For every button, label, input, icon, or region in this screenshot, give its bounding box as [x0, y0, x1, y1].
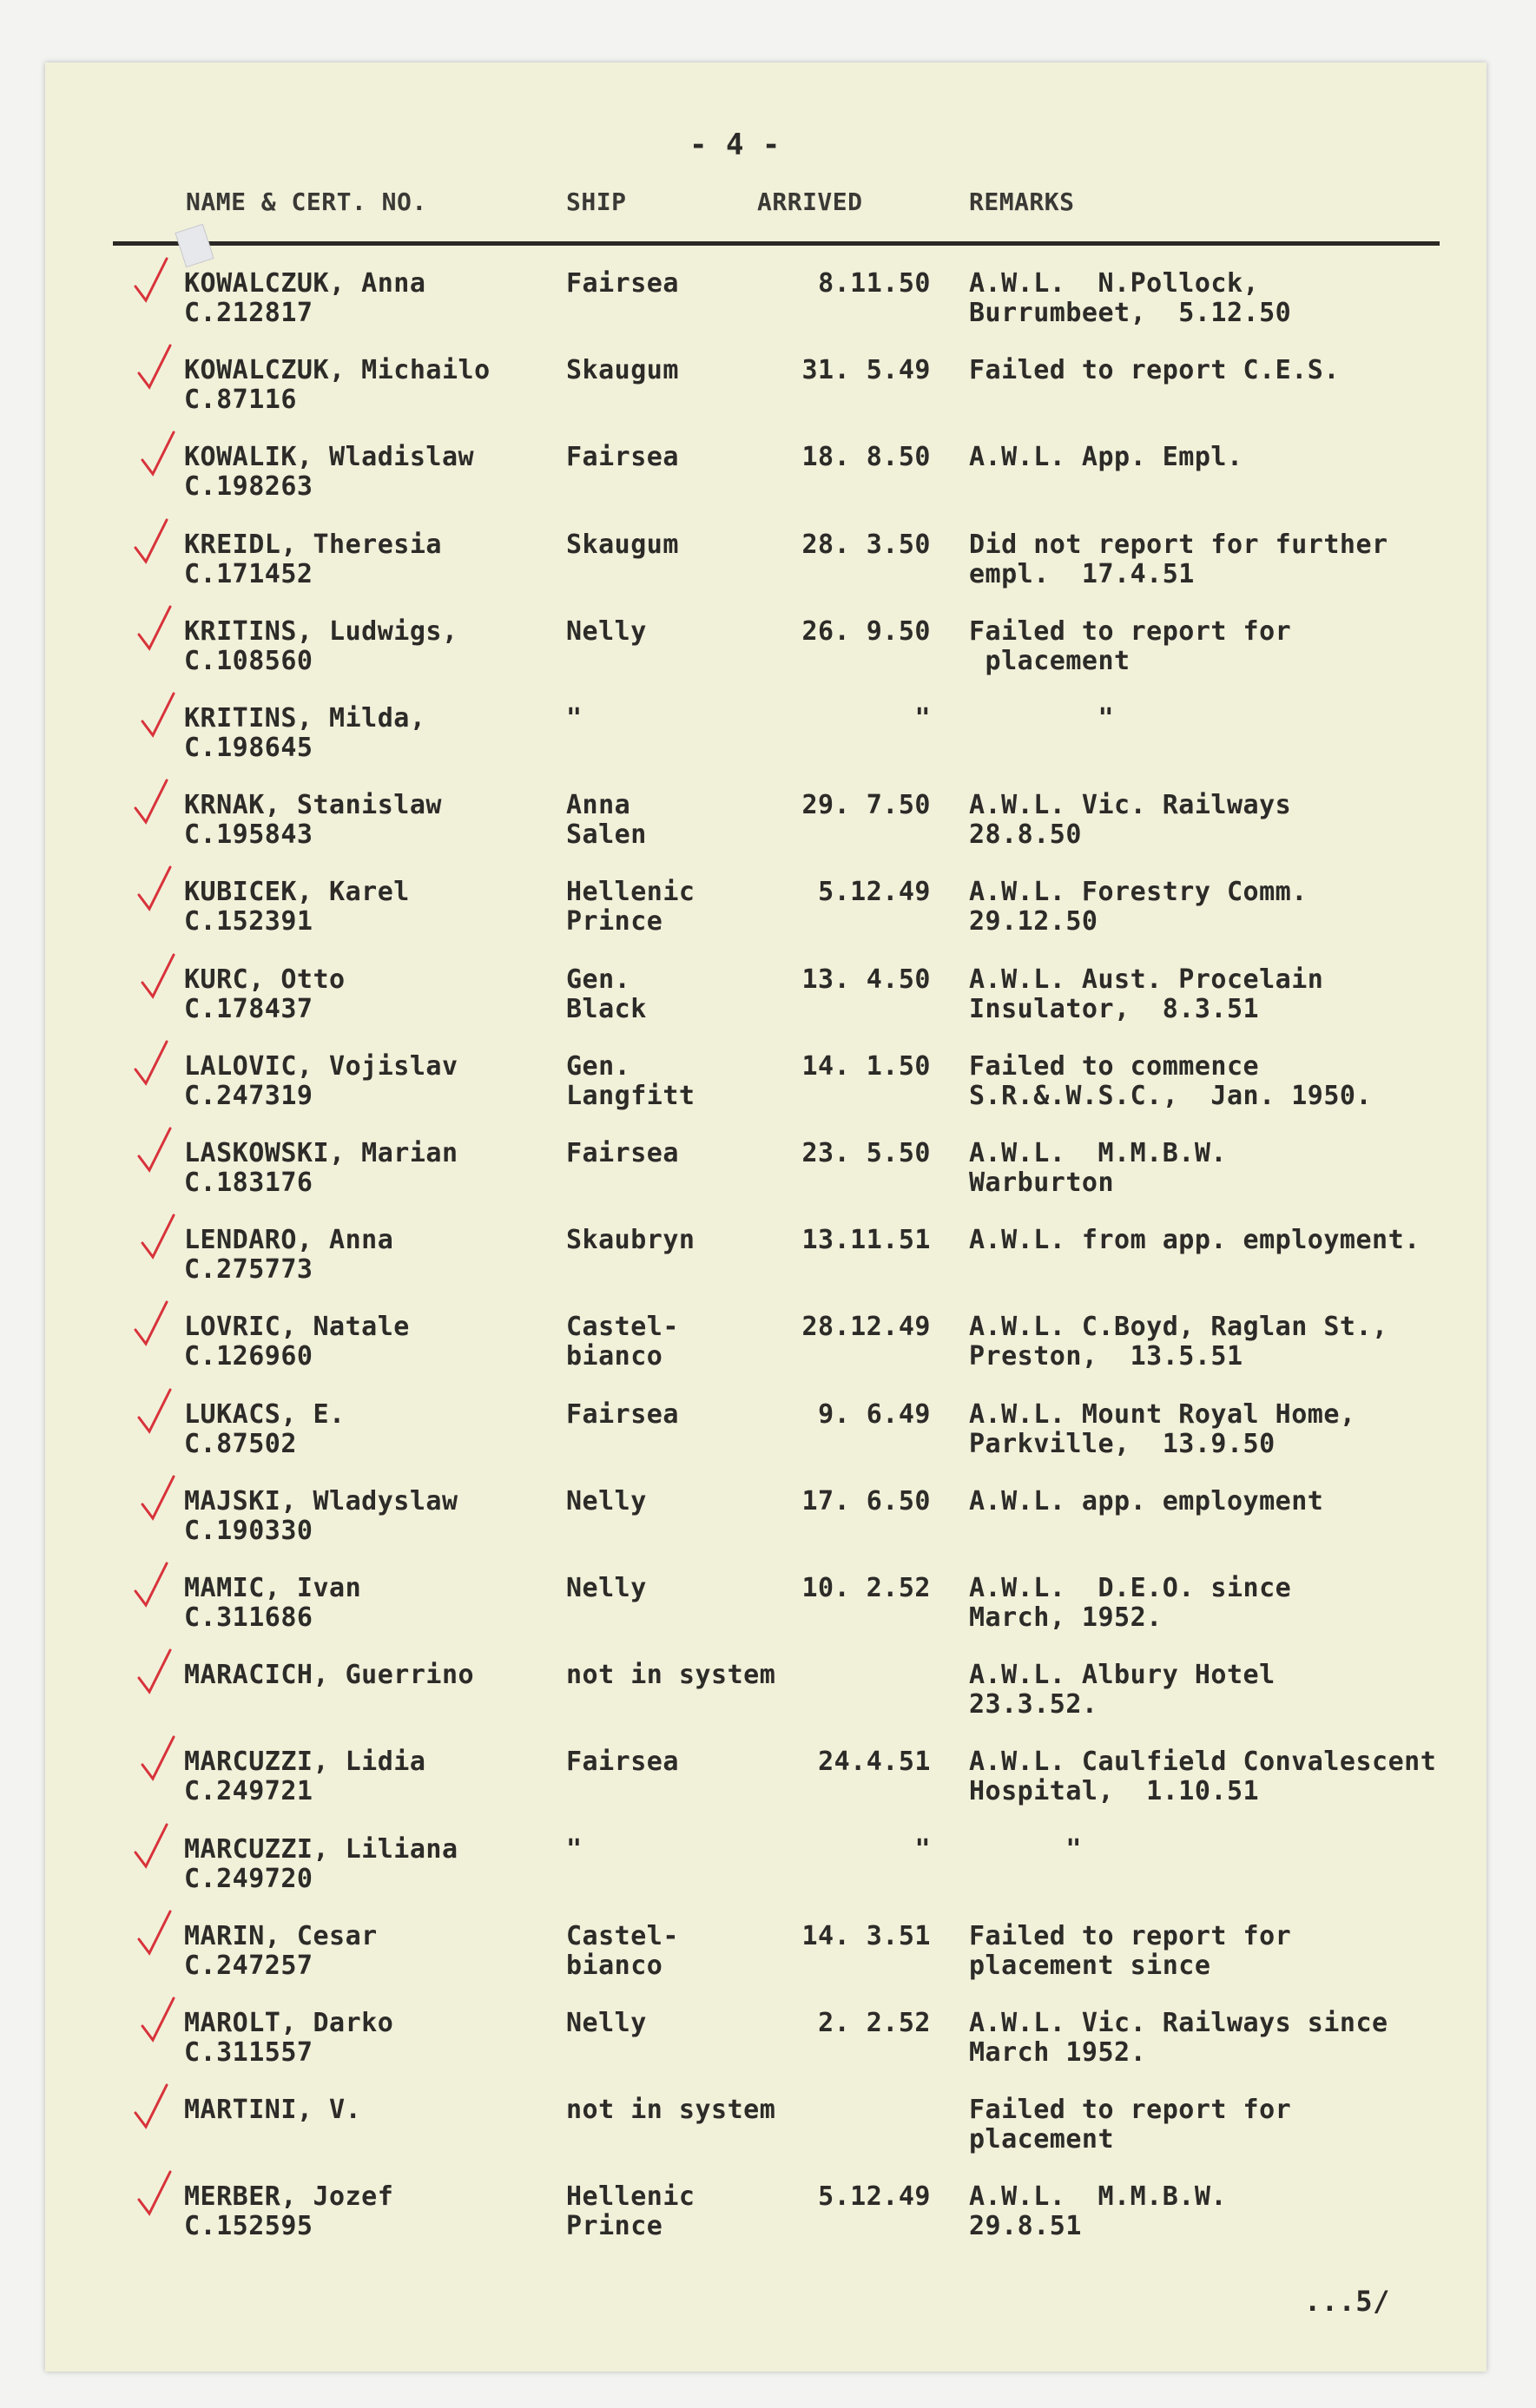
ship-name: not in system [566, 2095, 776, 2125]
person-name: MERBER, Jozef [184, 2181, 394, 2212]
remark-line: A.W.L. D.E.O. since [969, 1573, 1292, 1603]
ship-name: not in system [566, 1660, 776, 1690]
certificate-number: C.247257 [184, 1951, 313, 1981]
remark-line: Insulator, 8.3.51 [969, 994, 1260, 1024]
arrival-date: 26. 9.50 [801, 616, 931, 647]
table-row [45, 1574, 1487, 1661]
ship-name: Anna [566, 790, 631, 820]
ship-name: Nelly [566, 616, 647, 647]
remark-line: " [969, 1834, 1082, 1865]
table-row [45, 2182, 1487, 2269]
table-row [45, 530, 1487, 617]
certificate-number: C.152391 [184, 906, 313, 937]
person-name: MARTINI, V. [184, 2095, 362, 2125]
table-row [45, 704, 1487, 791]
remark-line: A.W.L. C.Boyd, Raglan St., [969, 1312, 1388, 1342]
ship-name: Gen. [566, 964, 631, 995]
arrival-date: 28. 3.50 [801, 530, 931, 560]
remark-line: Failed to commence [969, 1051, 1260, 1082]
check-mark-icon [139, 692, 182, 744]
remark-line: A.W.L. Caulfield Convalescent [969, 1747, 1437, 1777]
remark-line: 29.12.50 [969, 906, 1098, 937]
remark-line: A.W.L. N.Pollock, [969, 268, 1260, 299]
certificate-number: C.178437 [184, 994, 313, 1024]
remark-line: A.W.L. Mount Royal Home, [969, 1399, 1356, 1430]
ship-name: Hellenic [566, 877, 695, 907]
table-row [45, 1052, 1487, 1139]
person-name: MARACICH, Guerrino [184, 1660, 475, 1690]
arrival-date: 9. 6.49 [818, 1399, 931, 1430]
check-mark-icon [139, 1214, 182, 1266]
certificate-number: C.249720 [184, 1864, 313, 1894]
certificate-number: C.87502 [184, 1429, 297, 1459]
check-mark-icon [139, 1735, 182, 1787]
remark-line: 29.8.51 [969, 2211, 1082, 2241]
table-row [45, 1922, 1487, 2009]
ship-name: Nelly [566, 2008, 647, 2038]
continuation-mark: ...5/ [1304, 2285, 1390, 2318]
table-row [45, 1661, 1487, 1747]
person-name: KOWALCZUK, Anna [184, 268, 426, 299]
ship-name: Fairsea [566, 1399, 679, 1430]
ship-name: bianco [566, 1951, 663, 1981]
table-row [45, 1313, 1487, 1399]
person-name: LENDARO, Anna [184, 1225, 394, 1255]
person-name: LALOVIC, Vojislav [184, 1051, 458, 1082]
arrival-date: 28.12.49 [801, 1312, 931, 1342]
person-name: KUBICEK, Karel [184, 877, 410, 907]
person-name: MAMIC, Ivan [184, 1573, 362, 1603]
arrival-date: 18. 8.50 [801, 442, 931, 472]
remark-line: A.W.L. Aust. Procelain [969, 964, 1324, 995]
check-mark-icon [135, 605, 179, 657]
ship-name: " [566, 1834, 583, 1865]
remark-line: " [969, 703, 1115, 734]
arrival-date: 29. 7.50 [801, 790, 931, 820]
person-name: KRITINS, Milda, [184, 703, 426, 734]
table-row [45, 1747, 1487, 1834]
remark-line: Burrumbeet, 5.12.50 [969, 298, 1292, 328]
remark-line: Failed to report for [969, 1921, 1292, 1951]
arrival-date: 14. 1.50 [801, 1051, 931, 1082]
remark-line: Hospital, 1.10.51 [969, 1776, 1260, 1806]
table-row [45, 1835, 1487, 1922]
person-name: MARCUZZI, Lidia [184, 1747, 426, 1777]
ship-name: Skaugum [566, 355, 679, 385]
check-mark-icon [135, 344, 179, 396]
certificate-number: C.249721 [184, 1776, 313, 1806]
ship-name: Prince [566, 2211, 663, 2241]
person-name: LOVRIC, Natale [184, 1312, 410, 1342]
table-row [45, 269, 1487, 356]
certificate-number: C.108560 [184, 646, 313, 676]
certificate-number: C.275773 [184, 1254, 313, 1285]
remark-line: A.W.L. Vic. Railways since [969, 2008, 1388, 2038]
ship-name: Castel- [566, 1921, 679, 1951]
table-row [45, 617, 1487, 704]
arrival-date: 8.11.50 [818, 268, 931, 299]
table-row [45, 2009, 1487, 2095]
page-number: - 4 - [689, 128, 781, 162]
remark-line: A.W.L. App. Empl. [969, 442, 1243, 472]
arrival-date: " [914, 703, 931, 734]
remark-line: March, 1952. [969, 1602, 1163, 1633]
check-mark-icon [139, 1997, 182, 2049]
arrival-date: 5.12.49 [818, 877, 931, 907]
certificate-number: C.190330 [184, 1516, 313, 1546]
ship-name: Fairsea [566, 1138, 679, 1168]
remark-line: placement since [969, 1951, 1211, 1981]
person-name: KRITINS, Ludwigs, [184, 616, 458, 647]
ship-name: Salen [566, 819, 647, 850]
header-ship: SHIP [566, 188, 627, 216]
table-row [45, 1400, 1487, 1487]
remark-line: A.W.L. app. employment [969, 1486, 1324, 1517]
table-row [45, 791, 1487, 878]
ship-name: Langfitt [566, 1081, 695, 1111]
header-name-cert: NAME & CERT. NO. [186, 188, 427, 216]
remark-line: S.R.&.W.S.C., Jan. 1950. [969, 1081, 1373, 1111]
check-mark-icon [135, 1388, 179, 1440]
table-row [45, 878, 1487, 964]
person-name: KRNAK, Stanislaw [184, 790, 442, 820]
ship-name: bianco [566, 1341, 663, 1372]
person-name: MAROLT, Darko [184, 2008, 394, 2038]
arrival-date: 24.4.51 [818, 1747, 931, 1777]
ship-name: Nelly [566, 1573, 647, 1603]
header-arrived: ARRIVED [757, 188, 863, 216]
arrival-date: 13.11.51 [801, 1225, 931, 1255]
arrival-date: 2. 2.52 [818, 2008, 931, 2038]
table-row [45, 1139, 1487, 1226]
remark-line: Failed to report for [969, 2095, 1292, 2125]
person-name: LASKOWSKI, Marian [184, 1138, 458, 1168]
check-mark-icon [132, 779, 175, 831]
certificate-number: C.311557 [184, 2037, 313, 2068]
certificate-number: C.212817 [184, 298, 313, 328]
arrival-date: 17. 6.50 [801, 1486, 931, 1517]
check-mark-icon [132, 2083, 175, 2135]
check-mark-icon [139, 431, 182, 483]
check-mark-icon [132, 518, 175, 570]
remark-line: A.W.L. from app. employment. [969, 1225, 1421, 1255]
table-row [45, 2095, 1487, 2182]
remark-line: 28.8.50 [969, 819, 1082, 850]
table-row [45, 356, 1487, 443]
check-mark-icon [132, 1300, 175, 1352]
ship-name: Fairsea [566, 268, 679, 299]
remark-line: A.W.L. M.M.B.W. [969, 1138, 1227, 1168]
check-mark-icon [135, 1648, 179, 1701]
person-name: KOWALIK, Wladislaw [184, 442, 475, 472]
certificate-number: C.87116 [184, 385, 297, 415]
remark-line: March 1952. [969, 2037, 1147, 2068]
arrival-date: " [914, 1834, 931, 1865]
ship-name: Fairsea [566, 442, 679, 472]
table-row [45, 443, 1487, 530]
remark-line: Failed to report C.E.S. [969, 355, 1340, 385]
check-mark-icon [135, 1127, 179, 1179]
certificate-number: C.247319 [184, 1081, 313, 1111]
person-name: KOWALCZUK, Michailo [184, 355, 491, 385]
ship-name: " [566, 703, 583, 734]
check-mark-icon [132, 1562, 175, 1614]
certificate-number: C.126960 [184, 1341, 313, 1372]
remark-line: placement [969, 646, 1131, 676]
check-mark-icon [132, 1040, 175, 1092]
remark-line: A.W.L. Albury Hotel [969, 1660, 1276, 1690]
check-mark-icon [139, 1475, 182, 1527]
ship-name: Hellenic [566, 2181, 695, 2212]
check-mark-icon [135, 2170, 179, 2222]
remark-line: A.W.L. Vic. Railways [969, 790, 1292, 820]
ship-name: Castel- [566, 1312, 679, 1342]
remark-line: Preston, 13.5.51 [969, 1341, 1243, 1372]
arrival-date: 23. 5.50 [801, 1138, 931, 1168]
certificate-number: C.152595 [184, 2211, 313, 2241]
remark-line: empl. 17.4.51 [969, 559, 1195, 589]
person-name: MAJSKI, Wladyslaw [184, 1486, 458, 1517]
ship-name: Nelly [566, 1486, 647, 1517]
ship-name: Fairsea [566, 1747, 679, 1777]
remark-line: Parkville, 13.9.50 [969, 1429, 1276, 1459]
certificate-number: C.198263 [184, 471, 313, 502]
remark-line: 23.3.52. [969, 1689, 1098, 1720]
certificate-number: C.311686 [184, 1602, 313, 1633]
remark-line: Failed to report for [969, 616, 1292, 647]
header-rule [113, 241, 1440, 246]
check-mark-icon [132, 257, 175, 309]
check-mark-icon [135, 865, 179, 918]
ship-name: Gen. [566, 1051, 631, 1082]
check-mark-icon [135, 1910, 179, 1962]
ship-name: Skaubryn [566, 1225, 695, 1255]
check-mark-icon [139, 953, 182, 1005]
certificate-number: C.195843 [184, 819, 313, 850]
ship-name: Skaugum [566, 530, 679, 560]
person-name: MARCUZZI, Liliana [184, 1834, 458, 1865]
table-row [45, 1487, 1487, 1574]
person-name: KREIDL, Theresia [184, 530, 442, 560]
certificate-number: C.171452 [184, 559, 313, 589]
header-remarks: REMARKS [969, 188, 1075, 216]
person-name: KURC, Otto [184, 964, 346, 995]
ship-name: Prince [566, 906, 663, 937]
staple-mark [175, 224, 214, 267]
remark-line: Did not report for further [969, 530, 1388, 560]
remark-line: placement [969, 2124, 1115, 2155]
remark-line: A.W.L. Forestry Comm. [969, 877, 1308, 907]
remark-line: Warburton [969, 1168, 1115, 1198]
arrival-date: 14. 3.51 [801, 1921, 931, 1951]
arrival-date: 10. 2.52 [801, 1573, 931, 1603]
arrival-date: 5.12.49 [818, 2181, 931, 2212]
person-name: LUKACS, E. [184, 1399, 346, 1430]
certificate-number: C.198645 [184, 733, 313, 763]
document-page [45, 63, 1487, 2372]
arrival-date: 13. 4.50 [801, 964, 931, 995]
arrival-date: 31. 5.49 [801, 355, 931, 385]
table-row [45, 1226, 1487, 1313]
person-name: MARIN, Cesar [184, 1921, 378, 1951]
check-mark-icon [132, 1823, 175, 1875]
certificate-number: C.183176 [184, 1168, 313, 1198]
table-row [45, 965, 1487, 1052]
ship-name: Black [566, 994, 647, 1024]
remark-line: A.W.L. M.M.B.W. [969, 2181, 1227, 2212]
